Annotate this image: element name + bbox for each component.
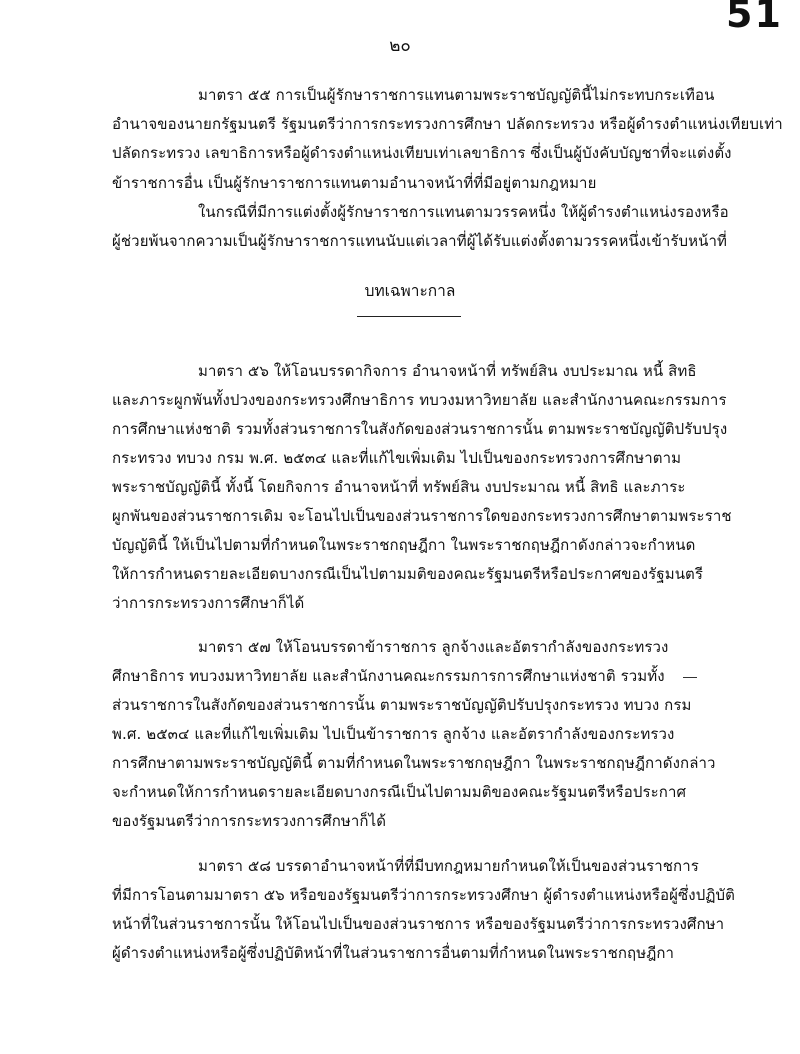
text-line: ปลัดกระทรวง เลขาธิการหรือผู้ดำรงตำแหน่งเทียบเท่าเลขาธิการ ซึ่งเป็นผู้บังคับบัญชาที่จะแต่งตั้ง	[112, 144, 732, 162]
text-line: ผูกพันของส่วนราชการเดิม จะโอนไปเป็นของส่วนราชการใดของกระทรวงการศึกษาตามพระราช	[112, 507, 732, 525]
text-line: หน้าที่ในส่วนราชการนั้น ให้โอนไปเป็นของส่วนราชการ หรือของรัฐมนตรีว่าการกระทรวงศึกษา	[112, 915, 725, 933]
text-line: จะกำหนดให้การกำหนดรายละเอียดบางกรณีเป็นไปตามมติของคณะรัฐมนตรีหรือประกาศ	[112, 783, 687, 801]
text-line: ของรัฐมนตรีว่าการกระทรวงการศึกษาก็ได้	[112, 812, 387, 830]
text-line: พ.ศ. ๒๕๓๔ และที่แก้ไขเพิ่มเติม ไปเป็นข้าราชการ ลูกจ้าง และอัตรากำลังของกระทรวง	[112, 725, 675, 743]
text-line: อำนาจของนายกรัฐมนตรี รัฐมนตรีว่าการกระทรวงการศึกษา ปลัดกระทรวง หรือผู้ดำรงตำแหน่งเทียบเท่า	[112, 115, 783, 133]
section-heading: บทเฉพาะกาล	[364, 282, 456, 300]
text-line: กระทรวง ทบวง กรม พ.ศ. ๒๕๓๔ และที่แก้ไขเพิ่มเติม ไปเป็นของกระทรวงการศึกษาตาม	[112, 449, 682, 467]
text-line: ในกรณีที่มีการแต่งตั้งผู้รักษาราชการแทนตามวรรคหนึ่ง ให้ผู้ดำรงตำแหน่งรองหรือ	[198, 203, 729, 221]
text-line: ผู้ดำรงตำแหน่งหรือผู้ซึ่งปฏิบัติหน้าที่ในส่วนราชการอื่นตามที่กำหนดในพระราชกฤษฎีกา	[112, 944, 675, 962]
text-line: มาตรา ๕๖ ให้โอนบรรดากิจการ อำนาจหน้าที่ ทรัพย์สิน งบประมาณ หนี้ สิทธิ	[198, 362, 697, 380]
text-line: บัญญัตินี้ ให้เป็นไปตามที่กำหนดในพระราชกฤษฎีกา ในพระราชกฤษฎีกาดังกล่าวจะกำหนด	[112, 536, 696, 554]
text-line: การศึกษาตามพระราชบัญญัตินี้ ตามที่กำหนดในพระราชกฤษฎีกา ในพระราชกฤษฎีกาดังกล่าว	[112, 754, 716, 772]
text-line: มาตรา ๕๘ บรรดาอำนาจหน้าที่ที่มีบทกฎหมายกำหนดให้เป็นของส่วนราชการ	[198, 857, 699, 875]
text-line: ส่วนราชการในสังกัดของส่วนราชการนั้น ตามพระราชบัญญัติปรับปรุงกระทรวง ทบวง กรม	[112, 696, 692, 714]
page-number: ๒๐	[389, 36, 411, 56]
text-line: พระราชบัญญัตินี้ ทั้งนี้ โดยกิจการ อำนาจหน้าที่ ทรัพย์สิน งบประมาณ หนี้ สิทธิ และภาระ	[112, 478, 686, 496]
text-line: ที่มีการโอนตามมาตรา ๕๖ หรือของรัฐมนตรีว่าการกระทรวงศึกษา ผู้ดำรงตำแหน่งหรือผู้ซึ่งปฏิบัติ	[112, 886, 735, 904]
handwritten-page-mark: 51	[726, 0, 783, 36]
stray-dash-mark	[683, 677, 697, 678]
text-line: ข้าราชการอื่น เป็นผู้รักษาราชการแทนตามอำนาจหน้าที่ที่มีอยู่ตามกฎหมาย	[112, 174, 597, 192]
heading-underline	[357, 316, 461, 317]
text-line: และภาระผูกพันทั้งปวงของกระทรวงศึกษาธิการ ทบวงมหาวิทยาลัย และสำนักงานคณะกรรมการ	[112, 391, 727, 409]
text-line: ศึกษาธิการ ทบวงมหาวิทยาลัย และสำนักงานคณะกรรมการการศึกษาแห่งชาติ รวมทั้ง	[112, 667, 665, 685]
text-line: มาตรา ๕๕ การเป็นผู้รักษาราชการแทนตามพระราชบัญญัตินี้ไม่กระทบกระเทือน	[198, 86, 715, 104]
text-line: ให้การกำหนดรายละเอียดบางกรณีเป็นไปตามมติของคณะรัฐมนตรีหรือประกาศของรัฐมนตรี	[112, 565, 704, 583]
text-line: มาตรา ๕๗ ให้โอนบรรดาข้าราชการ ลูกจ้างและอัตรากำลังของกระทรวง	[198, 638, 669, 656]
text-line: การศึกษาแห่งชาติ รวมทั้งส่วนราชการในสังกัดของส่วนราชการนั้น ตามพระราชบัญญัติปรับปรุง	[112, 420, 728, 438]
text-line: ผู้ช่วยพ้นจากความเป็นผู้รักษาราชการแทนนับแต่เวลาที่ผู้ได้รับแต่งตั้งตามวรรคหนึ่งเข้ารับหน้าที่	[112, 232, 727, 250]
text-line: ว่าการกระทรวงการศึกษาก็ได้	[112, 594, 305, 612]
